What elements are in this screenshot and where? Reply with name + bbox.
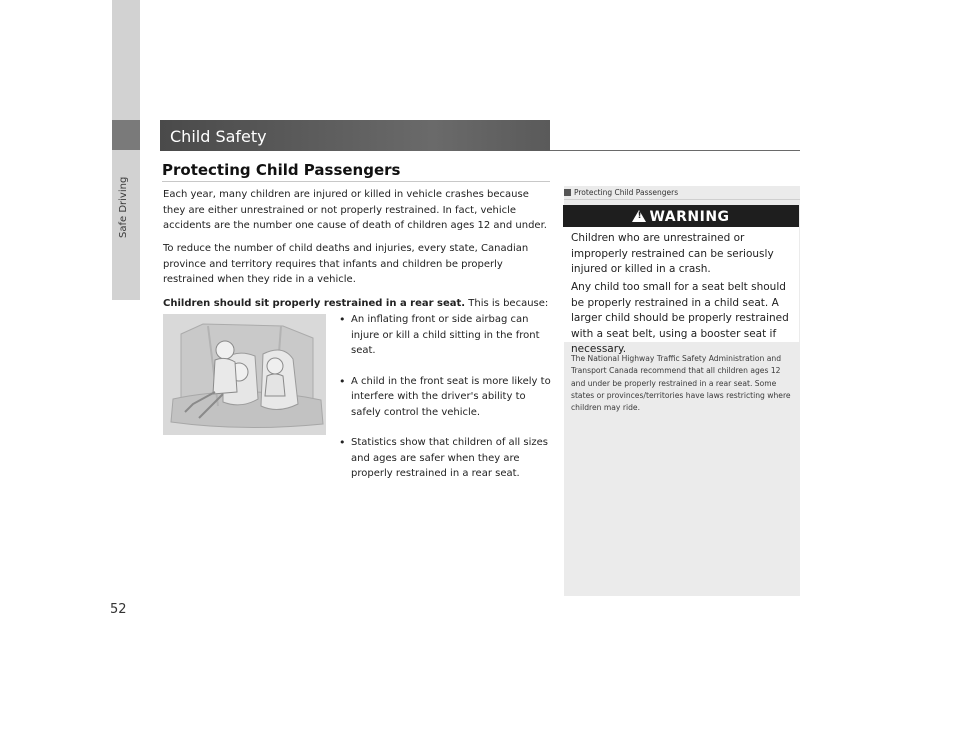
- warning-bar: [563, 205, 799, 227]
- warning-text-2: Any child too small for a seat belt should be properly restrained in a child seat. A larger child should be properly restrained with a seat belt, using a booster seat if necessary.: [571, 281, 789, 355]
- paragraph-3-bold: Children should sit properly restrained in a rear seat.: [163, 298, 466, 309]
- warning-box: [563, 205, 799, 355]
- paragraph-3: [163, 296, 553, 312]
- side-tab-label: Safe Driving: [118, 176, 129, 238]
- paragraph-2: To reduce the number of child deaths and injuries, every state, Canadian province and territory requires that infants and children be properly restrained when they ride in a vehicle.: [163, 243, 529, 285]
- section-header: [160, 120, 550, 151]
- reference-square-icon: [564, 189, 571, 196]
- paragraph-1: Each year, many children are injured or killed in vehicle crashes because they are either unrestrained or not properly restrained. In fact, vehicle accidents are the number one cause of death of children ages 12 and under.: [163, 189, 547, 231]
- list-item: • A child in the front seat is more likely to interfere with the driver's ability to safely control the vehicle.: [336, 374, 556, 421]
- list-item: • Statistics show that children of all sizes and ages are safer when they are properly restrained in a rear seat.: [336, 435, 556, 482]
- paragraph-3-rest: This is because:: [465, 298, 549, 309]
- page-number: 52: [110, 602, 127, 617]
- side-note: The National Highway Traffic Safety Administration and Transport Canada recommend that all children ages 12 and under be properly restrained in a rear seat. Some states or provinces/territories have laws restricting where children may ride.: [571, 354, 791, 413]
- warning-label: WARNING: [649, 209, 730, 225]
- section-header-title: Child Safety: [170, 127, 267, 146]
- side-tab: [112, 0, 140, 300]
- side-tab-marker: [112, 120, 140, 150]
- header-rule: [550, 150, 800, 151]
- side-reference: [564, 188, 678, 197]
- list-item: • An inflating front or side airbag can injure or kill a child sitting in the front seat.: [336, 312, 556, 359]
- side-reference-rule: [564, 199, 800, 200]
- warning-text-1: Children who are unrestrained or improperly restrained can be seriously injured or killed in a crash.: [571, 232, 774, 275]
- child-seat-illustration: [163, 314, 326, 435]
- warning-header: [563, 209, 799, 225]
- title-rule: [162, 181, 550, 182]
- page-title: Protecting Child Passengers: [162, 161, 401, 179]
- reason-list: [336, 312, 556, 497]
- warning-triangle-icon: [632, 210, 646, 222]
- side-reference-label: Protecting Child Passengers: [574, 188, 679, 197]
